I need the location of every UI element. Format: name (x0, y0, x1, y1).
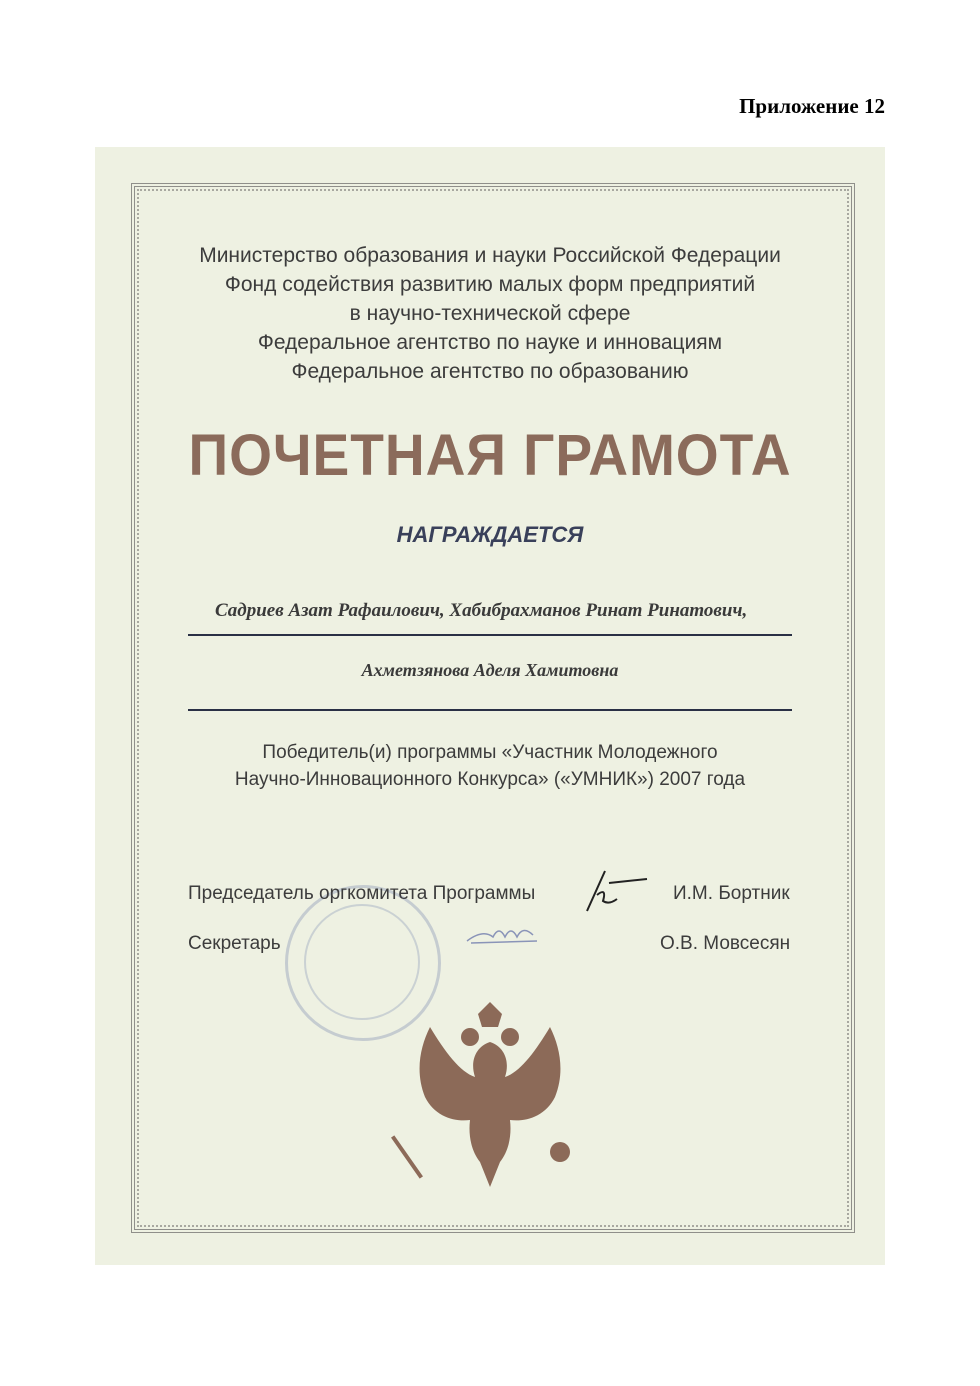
signatory-role: Секретарь (188, 933, 281, 954)
organization-line: Фонд содействия развитию малых форм предприятий (224, 273, 756, 296)
winner-line: Научно-Инновационного Конкурса» («УМНИК») 2007 года (234, 769, 746, 790)
signatory-role: Председатель оргкомитета Программы (188, 883, 536, 904)
coat-of-arms-eagle-icon (390, 1002, 590, 1192)
organization-line: Министерство образования и науки Российской Федерации (199, 244, 781, 267)
winner-line: Победитель(и) программы «Участник Молодежного (262, 742, 718, 763)
winner-text (95, 739, 885, 793)
signature-icon (463, 919, 543, 949)
signature-icon (583, 865, 653, 915)
awarded-label: НАГРАЖДАЕТСЯ (396, 522, 584, 547)
organization-line: Федеральное агентство по образованию (291, 360, 689, 383)
recipients-line-1: Садриев Азат Рафаилович, Хабибрахманов Ринат Ринатович, (215, 600, 748, 621)
signatory-name: О.В. Мовсесян (660, 933, 791, 954)
organization-line: в научно-технической сфере (349, 302, 631, 325)
underline (188, 709, 792, 711)
certificate-title: ПОЧЕТНАЯ ГРАМОТА (188, 423, 792, 488)
signatory-name: И.М. Бортник (673, 883, 790, 904)
underline (188, 634, 792, 636)
organizations (95, 241, 885, 386)
certificate (95, 147, 885, 1265)
recipients-line-2: Ахметзянова Аделя Хамитовна (361, 660, 619, 680)
organization-line: Федеральное агентство по науке и инновациям (257, 331, 723, 354)
appendix-label: Приложение 12 (739, 94, 885, 118)
